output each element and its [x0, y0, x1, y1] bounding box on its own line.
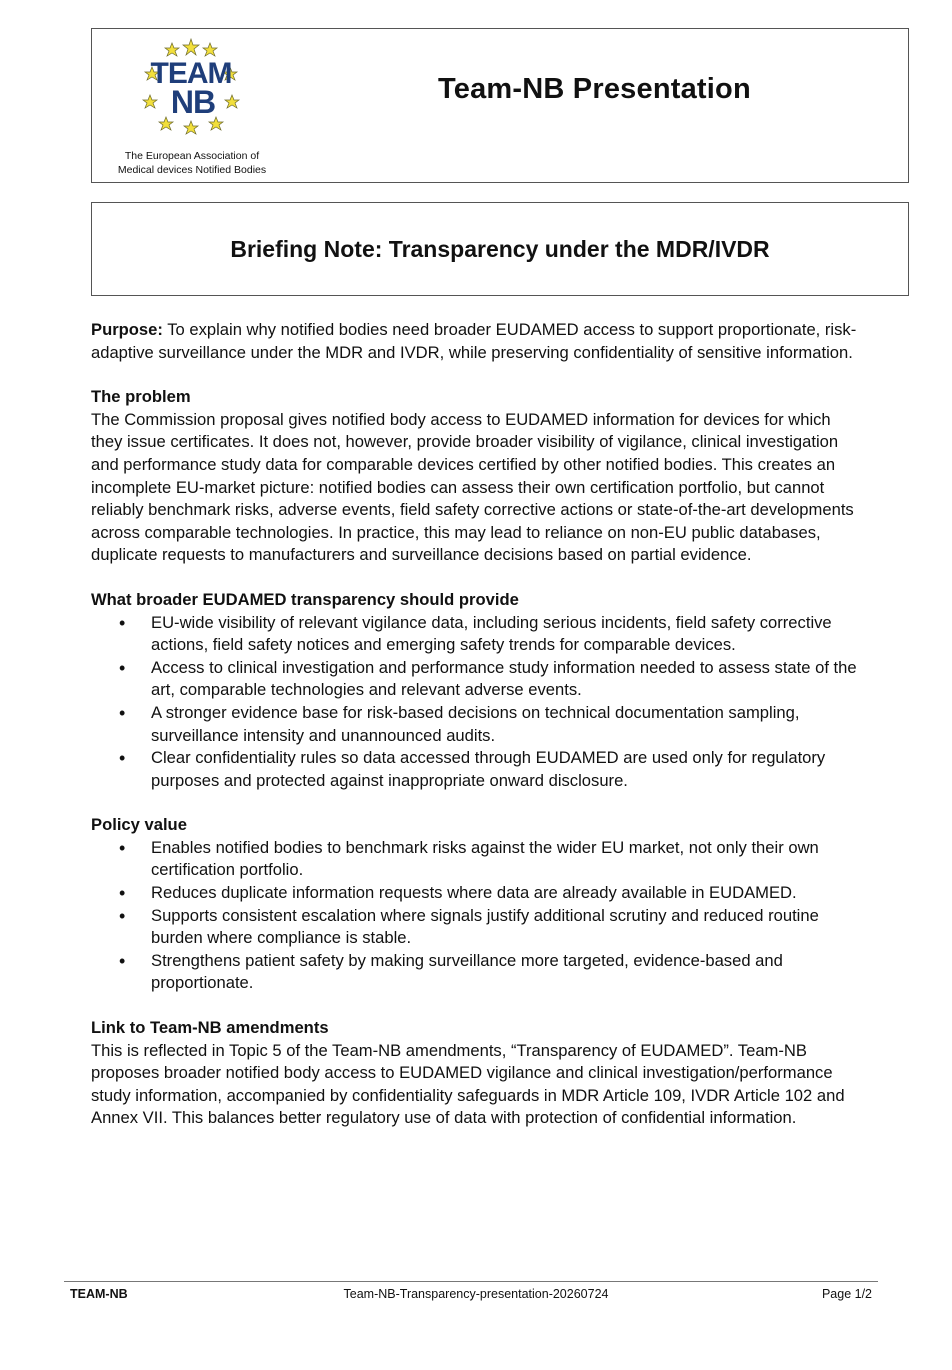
policy-heading: Policy value	[91, 815, 187, 835]
problem-text: The Commission proposal gives notified body access to EUDAMED information for devices for which they issue certificates. It does not, however, provide broader visibility of vigilance, clinical investigation and performance study data for comparable devices certified by other notified bodies. This creates an incomplete EU-market picture: notified bodies can assess their own certification portfolio, but cannot reliably benchmark risks, adverse events, field safety corrective actions or state-of-the-art developments across comparable technologies. In practice, this may lead to reliance on non-EU public databases, duplicate requests to manufacturers and surveillance decisions based on partial evidence.	[91, 409, 854, 565]
svg-text:NB: NB	[170, 84, 216, 120]
footer-divider	[64, 1281, 878, 1282]
list-item: • A stronger evidence base for risk-based decisions on technical documentation sampling, surveillance intensity and unannounced audits.	[91, 702, 861, 747]
footer-organization: TEAM-NB	[70, 1287, 128, 1301]
header-box	[91, 28, 909, 183]
list-item: • Access to clinical investigation and performance study information needed to assess state of the art, comparable technologies and relevant adverse events.	[91, 657, 861, 702]
team-nb-logo	[106, 37, 278, 179]
problem-heading: The problem	[91, 387, 191, 407]
list-item: • EU-wide visibility of relevant vigilance data, including serious incidents, field safety corrective actions, field safety notices and emerging safety trends for comparable devices.	[91, 612, 861, 657]
link-heading: Link to Team-NB amendments	[91, 1018, 329, 1038]
page-title: Team-NB Presentation	[438, 73, 751, 105]
link-text: This is reflected in Topic 5 of the Team-NB amendments, “Transparency of EUDAMED”. Team-NB proposes broader notified body access to EUDAMED vigilance and clinical investigation/performance study information, accompanied by confidentiality safeguards in MDR Article 109, IVDR Article 102 and Annex VII. This balances better regulatory use of data with protection of confidential information.	[91, 1040, 845, 1128]
briefing-title: Briefing Note: Transparency under the MDR/IVDR	[230, 236, 770, 262]
provide-list	[91, 612, 861, 793]
briefing-box	[91, 202, 909, 296]
document-body	[91, 319, 861, 1130]
team-nb-logo-icon	[136, 37, 246, 137]
logo-caption	[106, 149, 278, 177]
list-item: • Supports consistent escalation where signals justify additional scrutiny and reduced routine burden where compliance is stable.	[91, 905, 861, 950]
footer-document-id: Team-NB-Transparency-presentation-20260724	[343, 1287, 609, 1301]
provide-heading: What broader EUDAMED transparency should provide	[91, 589, 519, 609]
purpose-text: To explain why notified bodies need broader EUDAMED access to support proportionate, risk-adaptive surveillance under the MDR and IVDR, while preserving confidentiality of sensitive information.	[91, 320, 857, 362]
policy-list	[91, 837, 861, 995]
purpose-paragraph	[91, 319, 861, 364]
list-item: • Enables notified bodies to benchmark risks against the wider EU market, not only their own certification portfolio.	[91, 837, 861, 882]
list-item: • Strengthens patient safety by making surveillance more targeted, evidence-based and proportionate.	[91, 950, 861, 995]
list-item: • Reduces duplicate information requests where data are already available in EUDAMED.	[91, 882, 861, 905]
logo-caption-line2: Medical devices Notified Bodies	[117, 164, 267, 176]
list-item: • Clear confidentiality rules so data accessed through EUDAMED are used only for regulatory purposes and protected against inappropriate onward disclosure.	[91, 747, 861, 792]
logo-caption-line1: The European Association of	[124, 150, 260, 162]
purpose-label: Purpose:	[91, 320, 163, 339]
svg-text:TEAM: TEAM	[150, 57, 232, 90]
footer-page-number: Page 1/2	[821, 1287, 872, 1301]
